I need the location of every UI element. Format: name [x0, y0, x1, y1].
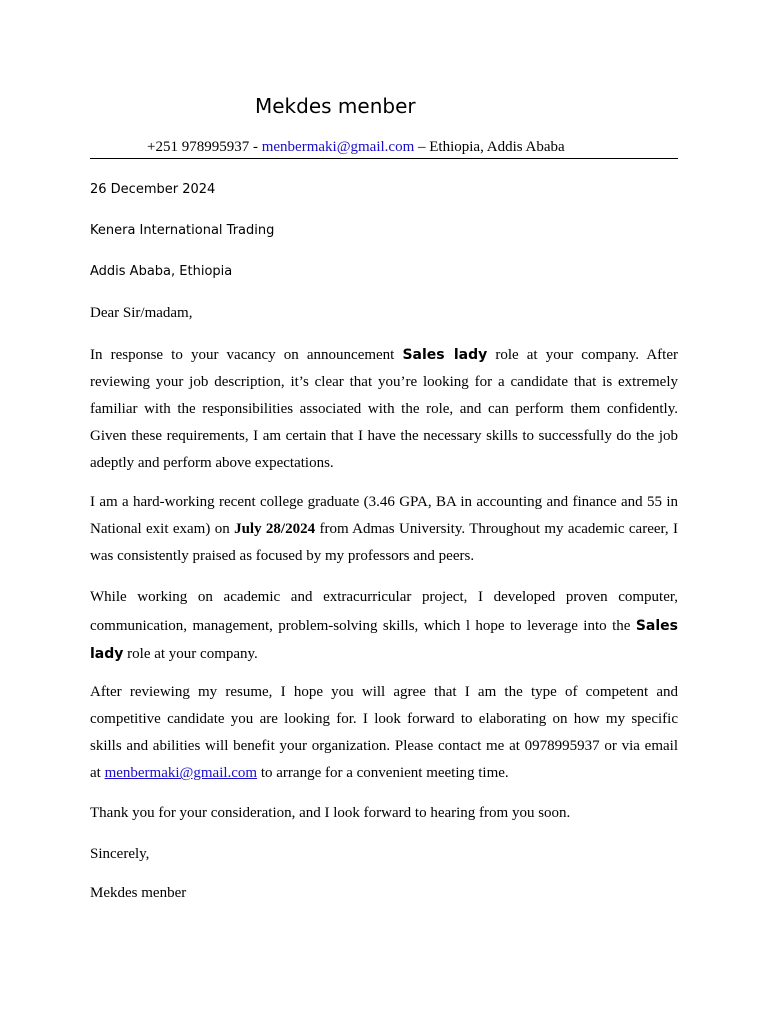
paragraph-text: While working on academic and extracurricular project, I developed proven computer, communication, management, problem-solving skills, which l hope to leverage into the	[90, 589, 678, 634]
closing: Sincerely,	[90, 846, 150, 862]
company-name: Kenera International Trading	[90, 223, 275, 238]
paragraph-text: In response to your vacancy on announcement	[90, 347, 403, 363]
email-link[interactable]: menbermaki@gmail.com	[104, 765, 258, 782]
paragraph-education	[90, 489, 678, 570]
paragraph-text: role at your company. After reviewing your job description, it’s clear that you’re looking for a candidate that is extremely familiar with the responsibilities associated with the role, and can perform them confidently. Given these requirements, I am certain that I have the necessary skills to successfully do the job adeptly and perform above expectations.	[90, 347, 678, 472]
email-link[interactable]: menbermaki@gmail.com	[261, 139, 415, 155]
contact-separator: -	[249, 139, 262, 155]
role-highlight: Sales lady	[402, 347, 488, 363]
paragraph-text: After reviewing my resume, I hope you will agree that I am the type of competent and competitive candidate you are looking for. I look forward to elaborating on how my specific skills and abilities will benefit your organization. Please contact me at 0978995937 or via email at	[90, 684, 678, 782]
paragraph-text: I am a hard-working recent college graduate (3.46 GPA, BA in accounting and finance and 55 in National exit exam) on	[90, 494, 678, 538]
signature: Mekdes menber	[90, 885, 187, 901]
header-divider	[90, 158, 678, 159]
paragraph-text: to arrange for a convenient meeting time.	[257, 765, 509, 782]
paragraph-skills	[90, 583, 678, 669]
salutation: Dear Sir/madam,	[90, 305, 193, 321]
paragraph-text: role at your company.	[123, 646, 258, 662]
role-highlight: Sales lady	[90, 617, 678, 662]
contact-separator: –	[414, 139, 430, 155]
paragraph-text: from Admas University. Throughout my academic career, I was consistently praised as focused by my professors and peers.	[90, 521, 679, 565]
contact-line	[147, 139, 565, 156]
company-address: Addis Ababa, Ethiopia	[90, 264, 233, 279]
letter-date: 26 December 2024	[90, 182, 216, 197]
paragraph-intro	[90, 342, 678, 477]
applicant-name: Mekdes menber	[255, 94, 416, 118]
thanks-line: Thank you for your consideration, and I look forward to hearing from you soon.	[90, 805, 571, 821]
location: Ethiopia, Addis Ababa	[429, 139, 565, 155]
paragraph-contact	[90, 679, 678, 787]
graduation-date: July 28/2024	[234, 521, 316, 538]
phone-number: +251 978995937	[147, 139, 250, 155]
